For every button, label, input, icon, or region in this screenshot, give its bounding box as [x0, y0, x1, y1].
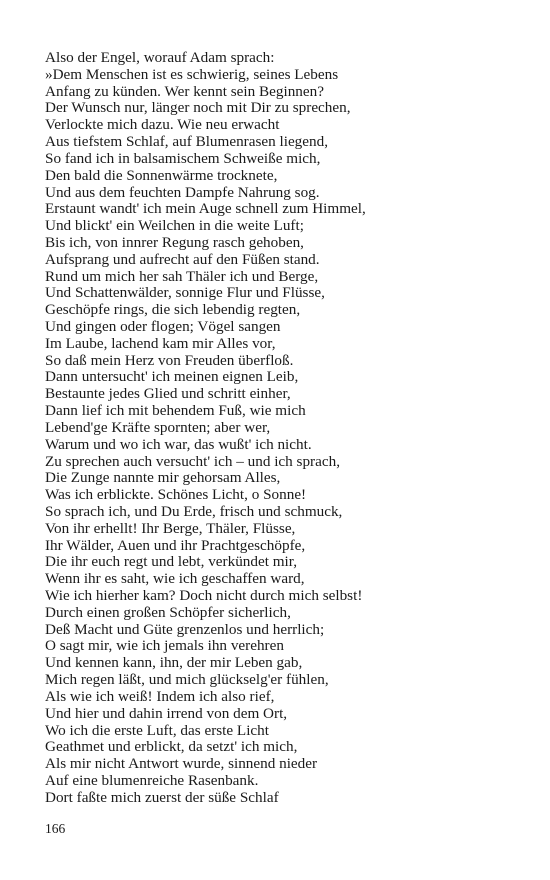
poem-line: Und Schattenwälder, sonnige Flur und Flüsse,: [45, 284, 325, 302]
poem-line: Und gingen oder flogen; Vögel sangen: [45, 318, 281, 335]
poem-line: So daß mein Herz von Freuden überfloß.: [45, 351, 294, 369]
poem-line: Der Wunsch nur, länger noch mit Dir zu sprechen,: [45, 99, 351, 117]
poem-line: Zu sprechen auch versucht' ich – und ich sprach,: [45, 452, 340, 470]
poem-line: Warum und wo ich war, das wußt' ich nicht.: [45, 435, 312, 453]
poem-line: Und blickt' ein Weilchen in die weite Luft;: [45, 217, 304, 235]
poem-line: Als wie ich weiß! Indem ich also rief,: [45, 687, 275, 705]
poem-line: Geathmet und erblickt, da setzt' ich mich,: [45, 738, 298, 756]
poem-line: Also der Engel, worauf Adam sprach:: [45, 49, 275, 66]
poem-line: Dann untersucht' ich meinen eignen Leib,: [45, 368, 299, 386]
poem-line: Aufsprang und aufrecht auf den Füßen stand.: [45, 250, 320, 268]
poem-line: Lebend'ge Kräfte spornten; aber wer,: [45, 418, 271, 436]
poem-line: Auf eine blumenreiche Rasenbank.: [45, 771, 259, 789]
poem-line: Erstaunt wandt' ich mein Auge schnell zum Himmel,: [45, 200, 366, 218]
poem-line: Bis ich, von innrer Regung rasch gehoben,: [45, 233, 304, 251]
poem-line: Wenn ihr es saht, wie ich geschaffen ward,: [45, 570, 305, 588]
poem-line: Die Zunge nannte mir gehorsam Alles,: [45, 469, 281, 487]
poem-line: Den bald die Sonnenwärme trocknete,: [45, 166, 278, 184]
poem-line: Rund um mich her sah Thäler ich und Berge,: [45, 267, 319, 285]
poem-line: Bestaunte jedes Glied und schritt einher,: [45, 385, 291, 403]
poem-line: Anfang zu künden. Wer kennt sein Beginnen?: [45, 82, 324, 100]
poem-line: So fand ich in balsamischem Schweiße mich,: [45, 149, 321, 167]
poem-line: Deß Macht und Güte grenzenlos und herrlich;: [45, 620, 325, 638]
poem-line: Ihr Wälder, Auen und ihr Prachtgeschöpfe,: [45, 536, 306, 554]
poem-line: Im Laube, lachend kam mir Alles vor,: [45, 334, 276, 352]
poem-line: Und aus dem feuchten Dampfe Nahrung sog.: [45, 183, 320, 201]
poem-line: Wie ich hierher kam? Doch nicht durch mich selbst!: [45, 587, 363, 604]
poem-line: Von ihr erhellt! Ihr Berge, Thäler, Flüsse,: [45, 519, 296, 537]
poem-line: »Dem Menschen ist es schwierig, seines Lebens: [45, 65, 339, 83]
poem-line: Aus tiefstem Schlaf, auf Blumenrasen liegend,: [45, 133, 329, 151]
poem-line: Mich regen läßt, und mich glückselg'er fühlen,: [45, 671, 329, 689]
poem-line: Als mir nicht Antwort wurde, sinnend nieder: [45, 755, 318, 773]
poem-line: Die ihr euch regt und lebt, verkündet mir,: [45, 553, 298, 571]
poem-line: Und kennen kann, ihn, der mir Leben gab,: [45, 654, 303, 672]
poem-line: Geschöpfe rings, die sich lebendig regten,: [45, 301, 301, 319]
poem-line: Und hier und dahin irrend von dem Ort,: [45, 704, 288, 722]
poem-text: [45, 50, 535, 807]
poem-line: O sagt mir, wie ich jemals ihn verehren: [45, 637, 284, 655]
poem-line: Dann lief ich mit behendem Fuß, wie mich: [45, 402, 306, 420]
poem-line: So sprach ich, und Du Erde, frisch und schmuck,: [45, 502, 343, 520]
poem-line: Durch einen großen Schöpfer sicherlich,: [45, 603, 291, 621]
poem-line: Wo ich die erste Luft, das erste Licht: [45, 721, 269, 739]
poem-line: Dort faßte mich zuerst der süße Schlaf: [45, 788, 279, 806]
poem-line: Was ich erblickte. Schönes Licht, o Sonne!: [45, 486, 307, 504]
page-number: 166: [45, 821, 66, 836]
poem-line: Verlockte mich dazu. Wie neu erwacht: [45, 116, 280, 134]
